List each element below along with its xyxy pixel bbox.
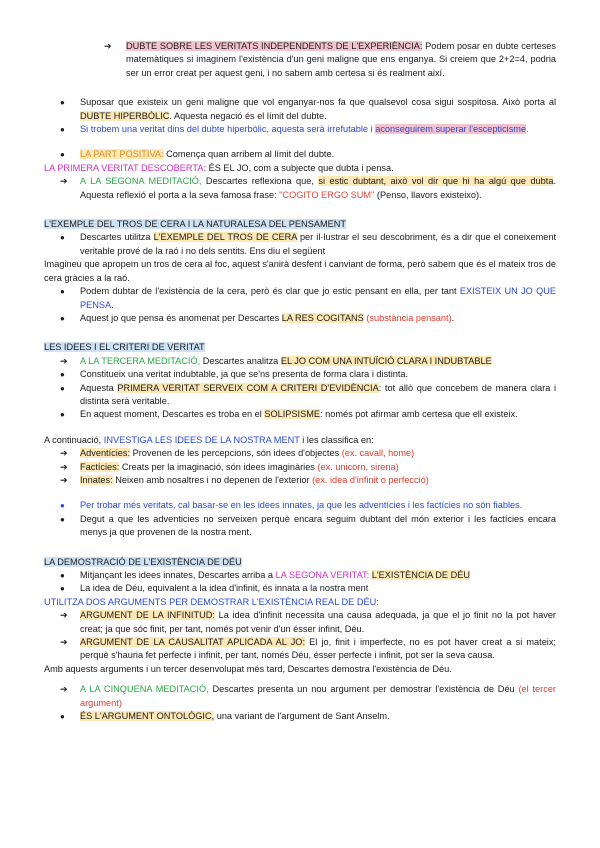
text: Podem dubtar de l'existència de la cera, però és clar que jo estic pensant en ella, per tant [80, 286, 460, 297]
highlight-label: LA PRIMERA VERITAT DESCOBERTA: [44, 162, 207, 173]
bullet-icon: ● [60, 287, 65, 297]
highlight-label: Adventícies: [80, 448, 131, 459]
list-item [44, 368, 556, 381]
text: : només pot afirmar amb certesa que ell existeix. [320, 409, 518, 420]
highlight-label: A LA CINQUENA MEDITACIÓ, [80, 684, 209, 695]
text: Podem posar en dubte certeses matemàtiques si imaginem l'existència d'un geni maligne que ens enganya. Si creiem que 2+2=4, podria ser un error creat per aquest geni, i no sabem amb certesa si és realment així. [126, 41, 556, 78]
arrow-icon: ➔ [60, 355, 68, 366]
highlight-label: ARGUMENT DE LA INFINITUD: [80, 610, 215, 621]
list-item [44, 355, 556, 368]
paren-text: (el tercer argument) [80, 684, 556, 708]
quote-text: "COGITO ERGO SUM" [279, 189, 375, 200]
highlight-text: si estic dubtant, això vol dir que hi ha algú que dubta [318, 176, 554, 187]
paragraph: UTILITZA DOS ARGUMENTS PER DEMOSTRAR L'EXISTÈNCIA REAL DE DÉU: [44, 596, 379, 607]
arrow-icon: ➔ [60, 461, 68, 472]
arrow-icon: ➔ [60, 637, 68, 648]
text: Neixen amb nosaltres i no depenen de l'exterior [112, 474, 313, 485]
text: El jo, finit i imperfecte, no es pot haver creat a si mateix; perquè s'hauria fet perfecte i infinit, per tant, només Déu, ésser perfecte i infinit, pot ser la seva causa. [80, 637, 556, 661]
list-item [44, 312, 556, 325]
list-item [44, 499, 556, 512]
list-item [44, 408, 556, 421]
text: Aquest jo que pensa és anomenat per Descartes [80, 312, 282, 323]
highlight-label: ÉS L'ARGUMENT ONTOLÒGIC, [80, 711, 215, 722]
text: Comença quan arribem al límit del dubte. [163, 149, 335, 160]
list-item [44, 96, 556, 123]
bullet-icon: ● [60, 712, 65, 722]
text: Creats per la imaginació, són idees imaginàries [119, 461, 318, 472]
text: per il·lustrar el seu descobriment, és a dir que el coneixement veritable prové de la raó i no dels sentits. Ens diu el següent [80, 232, 556, 256]
text: . Aquesta reflexió el porta a la seva famosa frase: [80, 176, 556, 200]
arrow-icon: ➔ [60, 448, 68, 459]
list-item [44, 285, 556, 312]
paren-text: (substància pensant) [366, 312, 452, 323]
paragraph: Imagineu que apropem un tros de cera al foc, aquest s'anirà desfent i canviant de forma, però sabem que és el mateix tros de cera gràcies a la raó. [44, 259, 556, 283]
highlight-label: A LA TERCERA MEDITACIÓ, [80, 355, 201, 366]
text: En aquest moment, Descartes es troba en el [80, 409, 265, 420]
text: Degut a que les adventicies no serveixen perquè encara seguim dubtant del món exterior i les factícies encara menys ja que provenen de la nostra ment. [80, 513, 556, 538]
list-item [44, 461, 556, 474]
highlight-text: EL JO COM UNA INTUÏCIÓ CLARA I INDUBTABLE [280, 355, 492, 366]
highlight-label: EXISTEIX UN JO QUE PENSA [80, 286, 556, 310]
highlight-label: SOLIPSISME [264, 409, 321, 420]
list-item [44, 474, 556, 487]
bullet-icon: ● [60, 98, 65, 108]
list-item [44, 123, 556, 136]
list-item [44, 175, 556, 202]
list-item [44, 148, 556, 161]
text: Constitueix una veritat indubtable, ja que se'ns presenta de forma clara i distinta. [80, 369, 409, 380]
text: Descartes presenta un nou argument per demostrar l'existència de Déu [208, 684, 519, 695]
text: una variant de l'argument de Sant Anselm. [214, 711, 390, 722]
highlight-label: Factícies: [80, 461, 120, 472]
text: . Aquesta negació és el límit del dubte. [169, 110, 327, 121]
list-item [44, 382, 556, 409]
example-text: (ex. unicorn, sirena) [317, 461, 399, 472]
paragraph: Amb aquests arguments i un tercer desenvolupat més tard, Descartes demostra l'existència de Déu. [44, 663, 452, 674]
bullet-icon: ● [60, 571, 65, 580]
text: Suposar que existeix un geni maligne que vol enganyar-nos fa que qualsevol cosa sigui sospitosa. Això porta al [80, 97, 556, 108]
bullet-icon: ● [60, 150, 65, 160]
text: Descartes reflexiona que, [201, 176, 319, 187]
example-text: (ex. cavall, home) [341, 448, 415, 459]
text: . [451, 312, 455, 323]
section-heading [44, 218, 556, 231]
list-item [44, 569, 556, 582]
list-item [44, 40, 556, 80]
text: A continuació, [44, 434, 104, 445]
arrow-icon: ➔ [60, 610, 68, 621]
highlight-text: L'EXISTÈNCIA DE DÉU [371, 570, 471, 580]
text: Si trobem una veritat dins del dubte hiperbòlic, aquesta serà irrefutable i [80, 124, 376, 135]
list-item [44, 636, 556, 663]
highlight-label: INVESTIGA LES IDEES DE LA NOSTRA MENT [103, 434, 300, 445]
text: Aquesta [80, 382, 118, 393]
highlight-label: A LA SEGONA MEDITACIÓ, [80, 176, 202, 187]
list-item [44, 582, 556, 595]
bullet-icon: ● [60, 410, 65, 420]
highlight-label: aconseguirem superar l'escepticisme [375, 124, 527, 135]
highlight-label: DUBTE HIPERBÒLIC [80, 110, 170, 121]
highlight-label: LA RES COGITANS [281, 312, 364, 323]
section-heading [44, 556, 556, 569]
text: i les classifica en: [299, 434, 374, 445]
example-text: (ex. idea d'infinit o perfecció) [312, 474, 429, 485]
highlight-label: LA SEGONA VERITAT: [275, 570, 370, 580]
bullet-icon: ● [60, 233, 65, 243]
bullet-icon: ● [60, 584, 65, 594]
heading-text: LA DEMOSTRACIÓ DE L'EXISTÈNCIA DE DÉU [44, 556, 242, 567]
list-item [44, 513, 556, 540]
bullet-icon: ● [60, 501, 65, 511]
section-heading [44, 341, 556, 354]
heading-text: L'EXEMPLE DEL TROS DE CERA I LA NATURALESA DEL PENSAMENT [44, 219, 346, 230]
text: La idea de Déu, equivalent a la idea d'infinit, és innata a la nostra ment [80, 583, 369, 594]
list-item [44, 710, 556, 723]
bullet-icon: ● [60, 370, 65, 380]
text: Per trobar més veritats, cal basar-se en les idees innates, ja que les adventícies i les factícies no són fiables. [80, 500, 523, 511]
arrow-icon: ➔ [60, 176, 68, 187]
text: (Penso, llavors existeixo). [374, 189, 482, 200]
highlight-label: L'EXEMPLE DEL TROS DE CERA [153, 232, 297, 243]
highlight-label: PRIMERA VERITAT SERVEIX COM A CRITERI D'EVIDÈNCIA [117, 382, 379, 393]
text: . [526, 124, 529, 135]
heading-text: LES IDEES I EL CRITERI DE VERITAT [44, 342, 205, 353]
bullet-icon: ● [60, 125, 65, 135]
text: Mitjançant les idees innates, Descartes arriba a [80, 570, 276, 580]
text: Descartes utilitza [80, 232, 154, 243]
list-item [44, 231, 556, 258]
arrow-icon: ➔ [60, 474, 68, 485]
paragraph [44, 434, 556, 447]
bullet-icon: ● [60, 514, 65, 524]
bullet-icon: ● [60, 313, 65, 323]
arrow-icon: ➔ [60, 684, 68, 695]
highlight-label: LA PART POSITIVA: [80, 149, 164, 160]
highlight-label: ARGUMENT DE LA CAUSALITAT APLICADA AL JO: [80, 637, 306, 648]
highlight-label: Innates: [80, 474, 113, 485]
highlight-label: DUBTE SOBRE LES VERITATS INDEPENDENTS DE L'EXPERIÈNCIA: [126, 41, 423, 51]
arrow-icon: ➔ [104, 41, 112, 51]
list-item [44, 683, 556, 710]
text: Descartes analitza [200, 355, 281, 366]
text: Provenen de les percepcions, són idees d'objectes [130, 448, 342, 459]
text: . [111, 299, 114, 310]
text: La idea d'infinit necessita una causa adequada, ja que el jo finit no la pot haver creat; ja que sóc finit, per tant, només pot venir d'un ésser infinit, Déu. [80, 610, 556, 634]
list-item [44, 609, 556, 636]
text: ÉS EL JO, com a subjecte que dubta i pensa. [206, 162, 394, 173]
text: : tot allò que concebem de manera clara i distinta serà veritable. [80, 382, 556, 406]
paragraph [44, 162, 556, 175]
list-item [44, 447, 556, 460]
bullet-icon: ● [60, 383, 65, 393]
